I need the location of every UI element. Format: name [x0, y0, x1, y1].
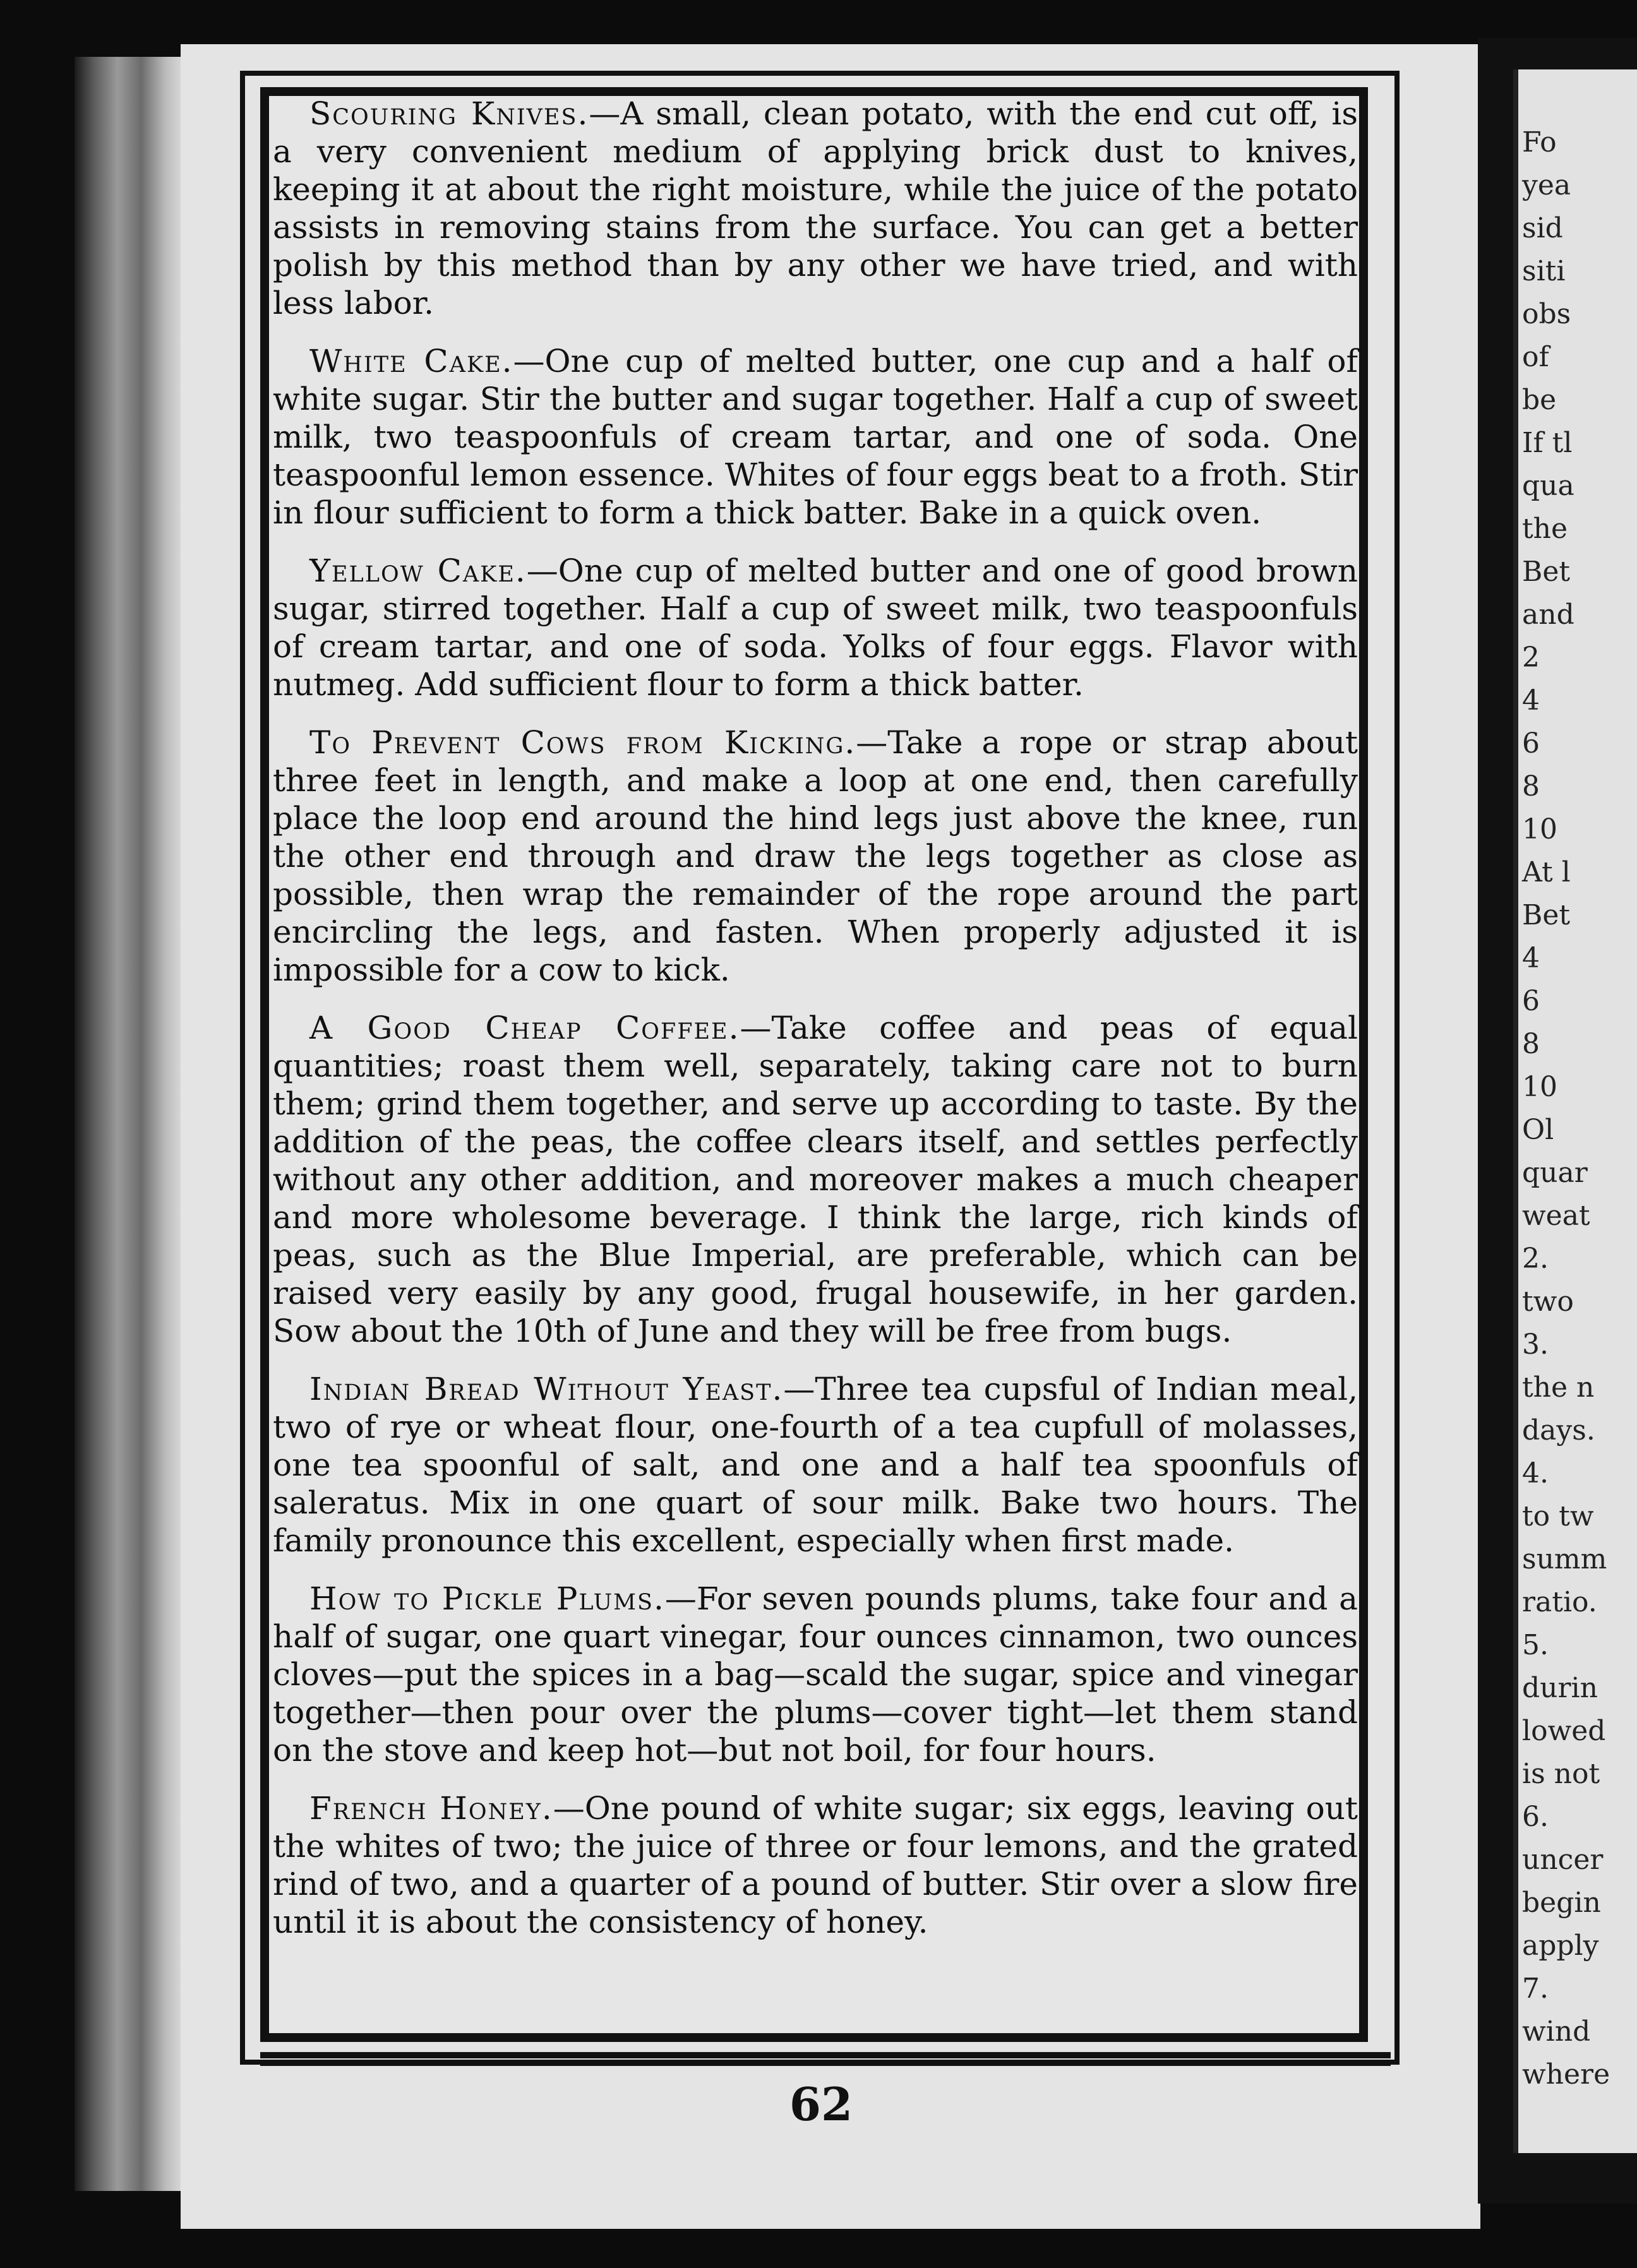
adjacent-page-fragment: Fo: [1522, 126, 1557, 158]
adjacent-page-fragment: quar: [1522, 1157, 1588, 1189]
footer-rule-thin: [260, 2063, 1391, 2066]
entry-title: How to Pickle Plums.: [309, 1580, 665, 1617]
entry-yellow-cake: [273, 552, 1358, 703]
adjacent-page-fragment: 4.: [1522, 1457, 1549, 1489]
page-number: 62: [789, 2077, 853, 2131]
entry-title: Scouring Knives.: [309, 95, 589, 132]
entry-body: —One pound of white sugar; six eggs, leaving out the whites of two; the juice of three or four lemons, and the grated rind of two, and a quarter of a pound of butter. Stir over a slow fire until it is about the consistency of honey.: [273, 1790, 1358, 1940]
page-binding-edge: [75, 57, 182, 2191]
entry-title: To Prevent Cows from Kicking.: [309, 724, 856, 761]
adjacent-page-fragment: 6: [1522, 985, 1540, 1017]
adjacent-page-fragment: 4: [1522, 684, 1540, 717]
entry-title: French Honey.: [309, 1790, 553, 1827]
adjacent-page-fragment: begin: [1522, 1887, 1601, 1919]
adjacent-page-fragment: 6.: [1522, 1801, 1549, 1833]
adjacent-page-fragment: apply: [1522, 1930, 1599, 1962]
entry-french-honey: [273, 1789, 1358, 1941]
adjacent-page-fragment: uncer: [1522, 1844, 1604, 1876]
entry-body: —Three tea cupsful of Indian meal, two of rye or wheat flour, one-fourth of a tea cupfull of molasses, one tea spoonful of salt, and one and a half tea spoonfuls of saleratus. Mix in one quart of sour milk. Bake two hours. The family pronounce this excellent, especially when first made.: [273, 1371, 1358, 1559]
adjacent-page-fragment: At l: [1522, 856, 1571, 888]
adjacent-page-fragment: 10: [1522, 1071, 1557, 1103]
recipe-text-block: [273, 95, 1358, 2027]
entry-title: Yellow Cake.: [309, 552, 527, 589]
entry-scouring-knives: [273, 95, 1358, 322]
adjacent-page-fragment: of: [1522, 341, 1549, 373]
adjacent-page-fragment: yea: [1522, 169, 1571, 201]
adjacent-page-fragment: durin: [1522, 1672, 1598, 1704]
adjacent-page-fragment: 8: [1522, 770, 1540, 803]
adjacent-page-fragment: qua: [1522, 470, 1574, 502]
adjacent-page-fragment: If tl: [1522, 427, 1573, 459]
adjacent-page-fragment: weat: [1522, 1200, 1590, 1232]
adjacent-page-fragment: Ol: [1522, 1114, 1554, 1146]
adjacent-page-fragment: 2.: [1522, 1243, 1549, 1275]
entry-good-cheap-coffee: [273, 1009, 1358, 1350]
adjacent-page-fragment: 7.: [1522, 1973, 1549, 2005]
adjacent-page-fragment: siti: [1522, 255, 1566, 287]
adjacent-page-fragment: summ: [1522, 1543, 1607, 1575]
adjacent-page-fragment: sid: [1522, 212, 1563, 244]
adjacent-page-fragment: 8: [1522, 1028, 1540, 1060]
adjacent-page-fragment: 10: [1522, 813, 1557, 845]
entry-body: —One cup of melted butter and one of good brown sugar, stirred together. Half a cup of sweet milk, two teaspoonfuls of cream tartar, and one of soda. Yolks of four eggs. Flavor with nutmeg. Add sufficient flour to form a thick batter.: [273, 552, 1358, 703]
adjacent-page-fragment: lowed: [1522, 1715, 1606, 1747]
entry-body: —Take a rope or strap about three feet in length, and make a loop at one end, then carefully place the loop end around the hind legs just above the knee, run the other end through and draw the legs together as close as possible, then wrap the remainder of the rope around the part encircling the legs, and fasten. When properly adjusted it is impossible for a cow to kick.: [273, 724, 1358, 988]
adjacent-page-fragment: ratio.: [1522, 1586, 1597, 1618]
adjacent-page-fragment: where: [1522, 2058, 1610, 2091]
adjacent-page-fragment: days.: [1522, 1414, 1595, 1447]
adjacent-page-fragment: 2: [1522, 642, 1540, 674]
entry-pickle-plums: [273, 1580, 1358, 1769]
adjacent-page-fragment: 5.: [1522, 1629, 1549, 1661]
entry-body: —A small, clean potato, with the end cut off, is a very convenient medium of applying brick dust to knives, keeping it at about the right moisture, while the juice of the potato assists in removing stains from the surface. You can get a better polish by this method than by any other we have tried, and with less labor.: [273, 95, 1358, 321]
adjacent-page-fragment: the n: [1522, 1371, 1595, 1404]
adjacent-page-fragment: to tw: [1522, 1500, 1594, 1532]
entry-white-cake: [273, 342, 1358, 532]
entry-prevent-cows-kicking: [273, 724, 1358, 989]
adjacent-page-fragment: Bet: [1522, 899, 1571, 931]
adjacent-page-fragment: obs: [1522, 298, 1571, 330]
entry-title: A Good Cheap Coffee.: [309, 1010, 740, 1046]
entry-title: Indian Bread Without Yeast.: [309, 1371, 784, 1407]
adjacent-page-fragment: two: [1522, 1286, 1574, 1318]
entry-title: White Cake.: [309, 343, 513, 379]
footer-rule-thick: [260, 2052, 1391, 2058]
adjacent-page-fragment: is not: [1522, 1758, 1600, 1790]
adjacent-page-fragment: Bet: [1522, 556, 1571, 588]
entry-body: —For seven pounds plums, take four and a half of sugar, one quart vinegar, four ounces cinnamon, two ounces cloves—put the spices in a bag—scald the sugar, spice and vinegar together—then pour over the plums—cover tight—let them stand on the stove and keep hot—but not boil, for four hours.: [273, 1580, 1358, 1769]
entry-body: —Take coffee and peas of equal quantities; roast them well, separately, taking care not to burn them; grind them together, and serve up according to taste. By the addition of the peas, the coffee clears itself, and settles perfectly without any other addition, and moreover makes a much cheaper and more wholesome beverage. I think the large, rich kinds of peas, such as the Blue Imperial, are preferable, which can be raised very easily by any good, frugal housewife, in her garden. Sow about the 10th of June and they will be free from bugs.: [273, 1010, 1358, 1349]
adjacent-page-content: [1513, 69, 1637, 2153]
adjacent-page-fragment: wind: [1522, 2015, 1591, 2048]
adjacent-page-fragment: 6: [1522, 727, 1540, 760]
entry-indian-bread: [273, 1370, 1358, 1560]
adjacent-page-fragment: 4: [1522, 942, 1540, 974]
adjacent-page-fragment: the: [1522, 513, 1568, 545]
adjacent-page-fragment: 3.: [1522, 1328, 1549, 1361]
adjacent-page-fragment: and: [1522, 599, 1574, 631]
adjacent-page-fragment: be: [1522, 384, 1557, 416]
entry-body: —One cup of melted butter, one cup and a half of white sugar. Stir the butter and sugar together. Half a cup of sweet milk, two teaspoonfuls of cream tartar, and one of soda. One teaspoonful lemon essence. Whites of four eggs beat to a froth. Stir in flour sufficient to form a thick batter. Bake in a quick oven.: [273, 343, 1358, 531]
